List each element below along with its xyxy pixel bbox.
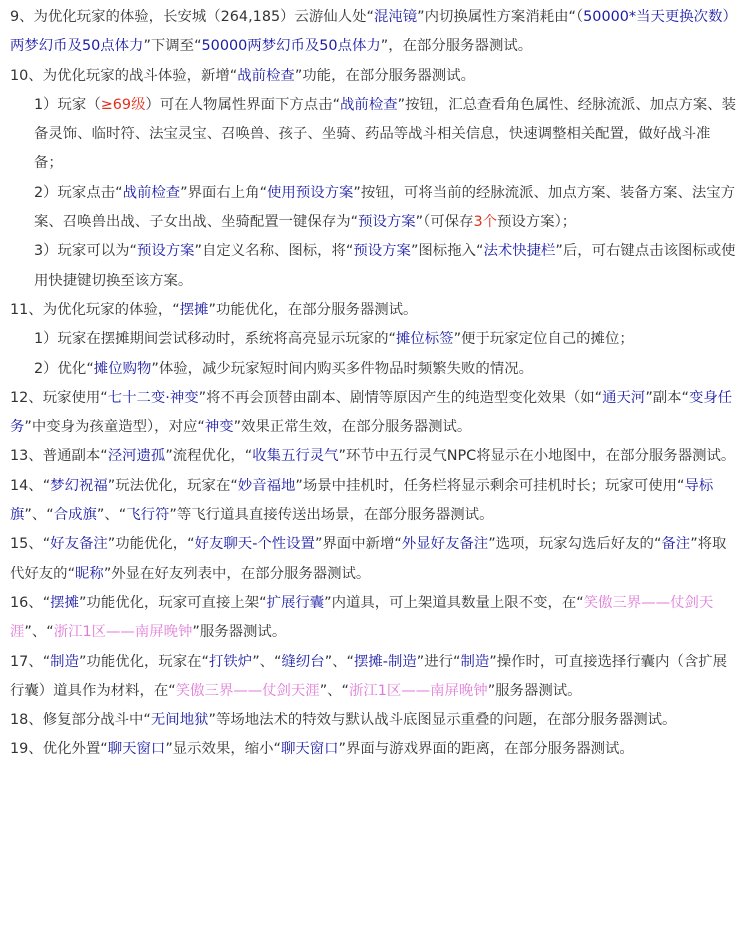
text-run: ”场景中挂机时，任务栏将显示剩余可挂机时长；玩家可使用“ [295,477,685,494]
highlight-term: 制造 [460,653,490,670]
text-run: ”选项，玩家勾选后好友的“ [488,536,662,553]
server-name: 浙江1区——南屏晚钟 [53,624,193,641]
highlight-term: 50000两梦幻币及50点体力 [201,38,381,55]
server-name: 笑傲三界——仗剑天涯 [175,682,320,699]
highlight-term: 摊位购物 [93,360,152,377]
highlight-term: 神变 [204,419,234,436]
text-run: 19、优化外置“ [10,741,108,758]
note-paragraph [10,384,738,443]
text-run: ”图标拖入“ [410,243,484,260]
highlight-term: 昵称 [75,565,104,582]
text-run: ”、“ [96,507,127,524]
highlight-term: 战前检查 [122,184,181,201]
text-run: ”服务器测试。 [192,624,287,641]
sub-item-paragraph [10,91,738,179]
text-run: ”效果正常生效，在部分服务器测试。 [233,419,472,436]
text-run: ”界面右上角“ [180,184,268,201]
highlight-term: 无间地狱 [150,712,209,729]
highlight-term: 预设方案 [358,214,416,231]
text-run: ”按钮，汇总查看角色属性、经脉流派、加点方案、装备灵饰、临时符、法宝灵宝、召唤兽、孩子、坐骑、药品等战斗相关信息，快速调整相关配置，做好战斗准备； [34,96,737,172]
note-paragraph [10,472,738,531]
text-run: ）可在人物属性界面下方点击“ [145,96,341,113]
text-run: ”自定义名称、图标，将“ [194,243,354,260]
highlight-term: 通天河 [602,389,646,406]
highlight-term: 好友聊天-个性设置 [194,536,315,553]
highlight-term: 预设方案 [353,243,411,260]
note-paragraph [10,735,738,764]
text-run: 11、为优化玩家的体验，“ [10,301,180,318]
text-run: ”功能优化，在部分服务器测试。 [208,301,418,318]
text-run: ”外显在好友列表中，在部分服务器测试。 [103,565,371,582]
text-run: ”流程优化，“ [165,448,253,465]
text-run: ”将取代好友的“ [10,536,727,582]
text-run: ”等场地法术的特效与默认战斗底图显示重叠的问题，在部分服务器测试。 [208,712,677,729]
highlight-term: 制造 [50,653,79,670]
text-run: ”、“ [24,624,54,641]
text-run: 12、玩家使用“ [10,389,108,406]
highlight-term: 飞行符 [126,507,170,524]
text-run: ”、“ [252,653,282,670]
highlight-term: 聊天窗口 [280,741,339,758]
server-name: 笑傲三界——仗剑天涯 [10,594,714,641]
text-run: ”功能优化，玩家可直接上架“ [78,594,267,611]
text-run: 17、“ [10,653,51,670]
text-run: ”界面中新增“ [314,536,402,553]
text-run: ”中变身为孩童造型），对应“ [24,419,205,436]
text-run: ”显示效果，缩小“ [165,741,281,758]
server-name: 浙江1区——南屏晚钟 [349,682,488,699]
highlight-term: 泾河遗孤 [107,448,166,465]
text-run: ”操作时，可直接选择行囊内（含扩展行囊）道具作为材料，在“ [10,653,727,699]
note-paragraph [10,530,738,589]
text-run: ”（可保存 [415,214,474,231]
highlight-term: 打铁炉 [209,653,253,670]
text-run: 16、“ [10,594,51,611]
highlight-term: 好友备注 [50,536,108,553]
note-paragraph [10,648,738,707]
text-run: ”将不再会顶替由副本、剧情等原因产生的纯造型变化效果（如“ [198,389,603,406]
text-run: 18、修复部分战斗中“ [10,712,151,729]
text-run: 2）玩家点击“ [34,184,123,201]
text-run: 1）玩家（ [34,96,101,113]
text-run: ”功能优化，“ [107,536,195,553]
highlight-term: 使用预设方案 [267,184,354,201]
highlight-term: 摆摊 [50,594,79,611]
note-paragraph [10,589,738,648]
text-run: ”、“ [319,682,349,699]
highlight-term: 合成旗 [53,507,97,524]
text-run: ”，在部分服务器测试。 [380,38,533,55]
text-run: ”内道具，可上架道具数量上限不变，在“ [324,594,584,611]
text-run: 1）玩家在摆摊期间尝试移动时，系统将高亮显示玩家的“ [34,331,396,348]
text-run: ”副本“ [645,389,690,406]
highlight-term: 妙音福地 [237,477,296,494]
text-run: ”等飞行道具直接传送出场景，在部分服务器测试。 [169,507,494,524]
highlight-term: 变身任务 [10,389,733,436]
text-run: 2）优化“ [34,360,94,377]
highlight-term: 导标旗 [10,477,714,524]
highlight-term: 战前检查 [237,67,295,84]
text-run: ”界面与游戏界面的距离，在部分服务器测试。 [338,741,634,758]
note-paragraph [10,706,738,735]
text-run: 预设方案）； [497,214,577,231]
highlight-term: 缝纫台 [281,653,325,670]
highlight-term: 混沌镜 [373,9,418,25]
text-run: ”、“ [324,653,355,670]
note-paragraph [10,296,738,325]
text-run: ”服务器测试。 [487,682,582,699]
text-run: 15、“ [10,536,51,553]
text-run: ”功能优化，玩家在“ [78,653,210,670]
text-run: 14、“ [10,477,51,494]
text-run: ”后，可右键点击该图标或使用快捷键切换至该方案。 [34,243,736,289]
text-run: 10、为优化玩家的战斗体验，新增“ [10,67,238,84]
text-run: ”便于玩家定位自己的摊位； [453,331,634,348]
highlight-term: 战前检查 [340,96,398,113]
text-run: ”下调至“ [143,38,202,55]
text-run: ”、“ [24,507,54,524]
text-run: ”按钮，可将当前的经脉流派、加点方案、装备方案、法宝方案、召唤兽出战、子女出战、坐骑配置一键保存为“ [34,184,736,231]
highlight-term: 摆摊 [179,301,209,318]
highlight-term: 七十二变·神变 [107,389,199,406]
highlight-term: 收集五行灵气 [252,448,339,465]
text-run: ”环节中五行灵气NPC将显示在小地图中，在部分服务器测试。 [338,448,736,465]
note-paragraph [10,3,738,62]
sub-item-paragraph [10,325,738,354]
text-run: ”功能，在部分服务器测试。 [294,67,475,84]
highlight-term: 50000*当天更换次数）两梦幻币及50点体力 [10,9,737,55]
emphasis-number: 3个 [473,214,498,231]
text-run: 9、为优化玩家的体验，长安城（264,185）云游仙人处“ [10,9,374,25]
text-run: 13、普通副本“ [10,448,108,465]
sub-item-paragraph [10,179,738,238]
highlight-term: 法术快捷栏 [483,243,556,260]
sub-item-paragraph [10,355,738,384]
highlight-term: 梦幻祝福 [50,477,108,494]
note-paragraph [10,62,738,91]
text-run: ”内切换属性方案消耗由“（ [417,9,584,25]
text-run: ”进行“ [416,653,461,670]
note-paragraph [10,442,738,471]
highlight-term: 预设方案 [136,243,195,260]
highlight-term: 摊位标签 [396,331,454,348]
highlight-term: 备注 [661,536,691,553]
highlight-term: 扩展行囊 [266,594,325,611]
text-run: ”体验，减少玩家短时间内购买多件物品时频繁失败的情况。 [151,360,533,377]
highlight-term: 外显好友备注 [401,536,489,553]
text-run: ”玩法优化，玩家在“ [107,477,238,494]
sub-item-paragraph [10,237,738,296]
emphasis-number: ≥69级 [100,96,146,113]
text-run: 3）玩家可以为“ [34,243,137,260]
highlight-term: 摆摊-制造 [354,653,417,670]
highlight-term: 聊天窗口 [107,741,166,758]
